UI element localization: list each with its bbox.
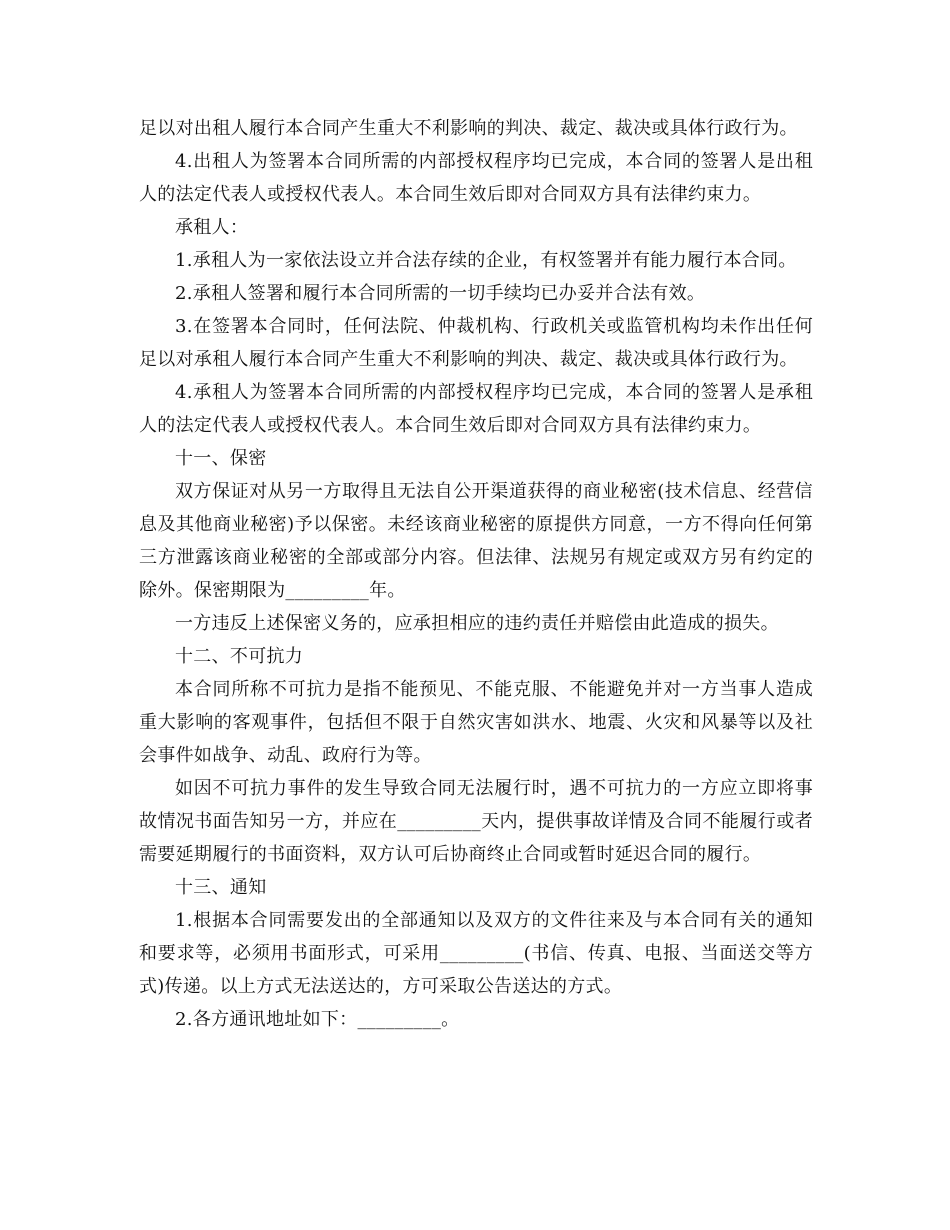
heading-force-majeure: 十二、不可抗力	[175, 646, 304, 667]
heading-confidentiality: 十一、保密	[175, 448, 267, 469]
paragraph-force-majeure-2: 如因不可抗力事件的发生导致合同无法履行时，遇不可抗力的一方应立即将事故情况书面告知另一方，并应在_________天内，提供事故详情及合同不能履行或者需要延期履行的书面资料，双方认可后协商终止合同或暂时延迟合同的履行。	[139, 778, 813, 865]
paragraph-lessee-rep3: 3.在签署本合同时，任何法院、仲裁机构、行政机关或监管机构均未作出任何足以对承租人履行本合同产生重大不利影响的判决、裁定、裁决或具体行政行为。	[139, 316, 813, 370]
paragraph-lessor-rep4: 4.出租人为签署本合同所需的内部授权程序均已完成，本合同的签署人是出租人的法定代表人或授权代表人。本合同生效后即对合同双方具有法律约束力。	[139, 151, 813, 205]
paragraph-lessee-rep1: 1.承租人为一家依法设立并合法存续的企业，有权签署并有能力履行本合同。	[175, 250, 797, 271]
heading-notice: 十三、通知	[175, 877, 267, 898]
paragraph-notice-1: 1.根据本合同需要发出的全部通知以及双方的文件往来及与本合同有关的通知和要求等，必须用书面形式，可采用_________(书信、传真、电报、当面送交等方式)传递。以上方式无法送达的，方可采取公告送达的方式。	[139, 910, 813, 997]
paragraph-force-majeure-1: 本合同所称不可抗力是指不能预见、不能克服、不能避免并对一方当事人造成重大影响的客观事件，包括但不限于自然灾害如洪水、地震、火灾和风暴等以及社会事件如战争、动乱、政府行为等。	[139, 679, 813, 766]
heading-lessee: 承租人：	[175, 217, 249, 238]
paragraph-lessee-rep4: 4.承租人为签署本合同所需的内部授权程序均已完成，本合同的签署人是承租人的法定代表人或授权代表人。本合同生效后即对合同双方具有法律约束力。	[139, 382, 813, 436]
paragraph-notice-2: 2.各方通讯地址如下：_________。	[175, 1009, 460, 1030]
paragraph-confidentiality-2: 一方违反上述保密义务的，应承担相应的违约责任并赔偿由此造成的损失。	[175, 613, 779, 634]
paragraph-lessee-rep2: 2.承租人签署和履行本合同所需的一切手续均已办妥并合法有效。	[175, 283, 706, 304]
paragraph-lessor-rep3-cont: 足以对出租人履行本合同产生重大不利影响的判决、裁定、裁决或具体行政行为。	[139, 118, 798, 139]
document-body	[139, 112, 813, 1036]
paragraph-confidentiality-1: 双方保证对从另一方取得且无法自公开渠道获得的商业秘密(技术信息、经营信息及其他商业秘密)予以保密。未经该商业秘密的原提供方同意，一方不得向任何第三方泄露该商业秘密的全部或部分内容。但法律、法规另有规定或双方另有约定的除外。保密期限为_________年。	[139, 481, 813, 601]
